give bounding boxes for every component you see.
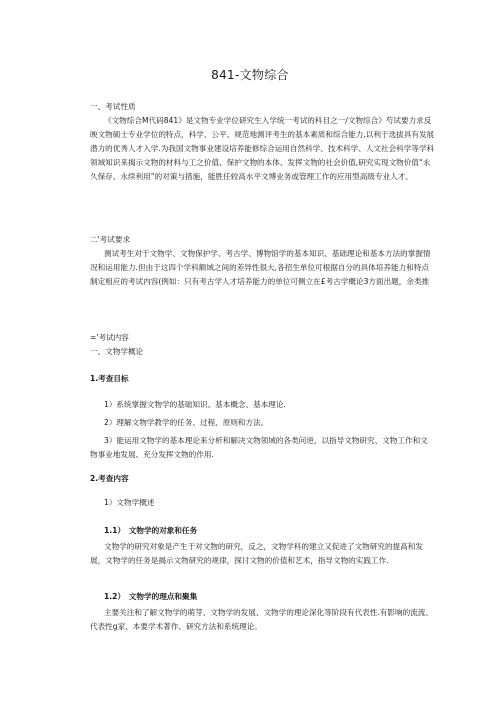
section-exam-nature [90,100,435,184]
subsection-body: 文物学的研究对象是产生于对文物的研究，反之，文物学科的建立又促进了文物研究的提高和发展，文物学的任务是揭示文物研究的规律，探讨文物的价值和艺术，指导文物的实践工作. [90,542,423,565]
subsection-heading: 1.2） 文物学的理点和聚集 [104,592,198,601]
section-body: 《文物综合M代码841》是文物专业学位研究生入学统一考试的科目之一/文物综合》芍试要力求反映文物硕士专业学位的特点，科学、公平、规范地测评考生的基本素质和综合能力,以利于选拔具有发展潜力的优秀人才入学.为我国文物事业建设培养能修综合运用自然科学、技术科学、人文社会科学等学科领域知识来揭示文物的材料与工之价值、保护文物的本体、发挥文物的社会价值,研究实现文物价值“永久保存、永续利用”的对策与措施，能胜任较高水平文博业务或管理工作的应用型高级专业人才。 [90,116,435,181]
section-heading: ='考试内容 [90,333,129,342]
section-exam-requirements [90,233,435,289]
list-item: 2）理解文物学教学的任务、过程、原则和方法。 [104,418,269,427]
list-item: 1）文物学概述 [104,498,155,507]
section-heading: 二'考试要求 [90,235,131,244]
subsection-heading: 一、文物学概论 [90,347,144,356]
list-item: 3）能运用文物学的基本理论来分析和解决文物领域的各类问逆，以指导文物研究、文物工作和文物事业地发展、充分发挥文物的作用. [90,436,428,459]
content-heading: 2.考查内容 [90,474,129,483]
section-heading: 一、考试性质 [90,102,136,111]
subsection-1-1 [90,524,435,568]
section-exam-content [90,331,435,359]
section-body: 测试考生对于文物学、文物保护学、考古学、博物馆学的基本知识、基础理论和基本方法的掌握情况和运用能力.但由于这四个学科额域之间的差异性很大,各招生单位可根据自分的具体培养能力和特点制定相应的考试内容(例如：只有考古学人才培养能力的单位可侧立在£考古学概论3方面出题，余类推 [90,249,431,286]
subsection-body: 主要关注和了解文物学的萌芽、文物学的发展、文物学的理论深化等阶段有代表性.有影响的流流、代表性g家、本要学术著作、研究方法和系统理论。 [90,608,433,631]
list-item: 1）系统掌握文物学的基础知识、基本概念、基本理论. [104,400,286,409]
goal-heading: 1.考查目标 [90,374,129,383]
content-list [90,496,435,510]
subsection-heading: 1.1） 文物学的对象和任务 [104,526,198,535]
goal-list [90,398,435,462]
subsection-1-2 [90,590,435,634]
page-title: 841-文物综合 [211,68,289,82]
